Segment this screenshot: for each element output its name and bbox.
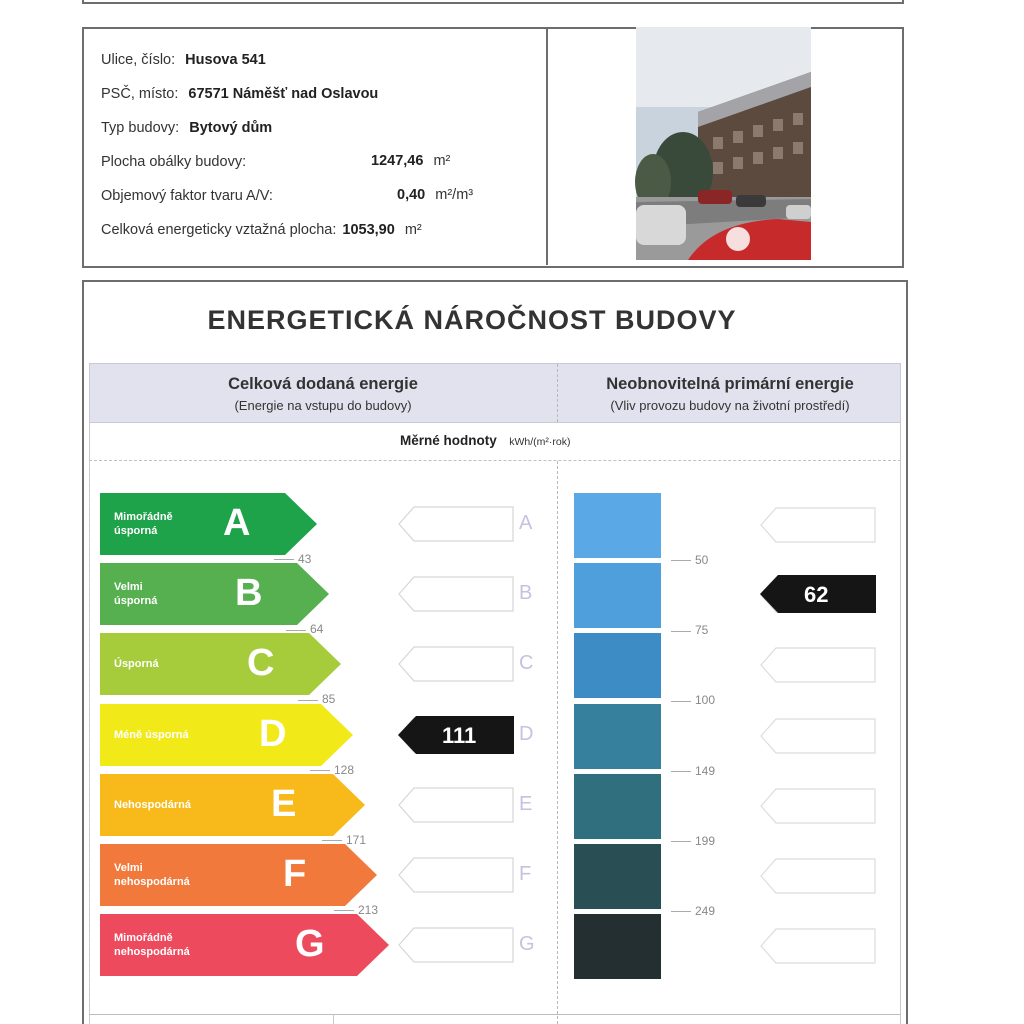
- slot-polygon: [761, 789, 875, 823]
- class-arrow-b: [100, 563, 329, 625]
- slot-outline: [398, 506, 514, 542]
- left-result-slot-b: [398, 576, 514, 617]
- right-result-slot-a: [760, 507, 876, 548]
- right-result-slot-c: [760, 647, 876, 688]
- left-result-slot-c: [398, 646, 514, 687]
- class-label-line1: Úsporná: [114, 658, 159, 671]
- street-label: Ulice, číslo:: [101, 52, 176, 68]
- class-arrow-a: [100, 493, 317, 555]
- slot-polygon: [761, 648, 875, 682]
- slot-polygon: [761, 508, 875, 542]
- slot-outline: [760, 788, 876, 824]
- left-slot-letter-c: C: [519, 652, 534, 675]
- right-result-slot-f: [760, 858, 876, 899]
- scale-unit: kWh/(m²·rok): [509, 436, 571, 448]
- city-label: PSČ, místo:: [101, 86, 179, 102]
- slot-outline: [398, 646, 514, 682]
- right-threshold-199: 199: [671, 834, 715, 848]
- class-label: [114, 580, 157, 608]
- envelope-unit: m²: [433, 153, 451, 169]
- envelope-value: 1247,46: [371, 153, 424, 169]
- header-divider: [557, 364, 558, 422]
- primary-energy-marker-value: 62: [804, 582, 829, 608]
- left-dashed-line: [89, 461, 90, 1024]
- slot-polygon: [399, 647, 513, 681]
- slot-outline: [760, 647, 876, 683]
- left-threshold-64: 64: [286, 622, 323, 636]
- section-title: ENERGETICKÁ NÁROČNOST BUDOVY: [207, 305, 737, 335]
- type-row: [101, 120, 272, 136]
- area-unit: m²: [404, 222, 422, 238]
- slot-polygon: [761, 929, 875, 963]
- class-label-line2: úsporná: [114, 595, 158, 608]
- right-heading: Neobnovitelná primární energie: [606, 375, 854, 393]
- class-label: [114, 798, 191, 812]
- slot-polygon: [399, 858, 513, 892]
- class-arrow-f: [100, 844, 377, 906]
- primary-energy-bar-c: [574, 633, 661, 698]
- slot-outline: [760, 718, 876, 754]
- left-threshold-128: 128: [310, 763, 354, 777]
- shape-value: 0,40: [397, 187, 426, 203]
- class-label-line2: nehospodárná: [114, 946, 190, 959]
- class-letter: F: [283, 853, 307, 895]
- slot-outline: [398, 787, 514, 823]
- left-threshold-171: 171: [322, 833, 366, 847]
- building-photo-frame: [546, 27, 901, 265]
- street-value: Husova 541: [185, 52, 266, 68]
- primary-energy-bar-b: [574, 563, 661, 628]
- left-slot-letter-f: F: [519, 863, 532, 885]
- center-divider: [557, 461, 558, 1024]
- right-threshold-149: 149: [671, 764, 715, 778]
- right-result-slot-d: [760, 718, 876, 759]
- left-threshold-43: 43: [274, 552, 311, 566]
- left-threshold-85: 85: [298, 692, 335, 706]
- right-threshold-50: 50: [671, 553, 708, 567]
- right-result-slot-e: [760, 788, 876, 829]
- class-letter: G: [295, 923, 325, 966]
- class-letter: B: [235, 572, 263, 615]
- area-row: [101, 222, 422, 238]
- class-label: [114, 931, 190, 959]
- area-value: 1053,90: [342, 222, 395, 238]
- slot-outline: [398, 857, 514, 893]
- class-letter: D: [259, 712, 287, 755]
- class-arrow-e: [100, 774, 365, 836]
- class-label-line1: Velmi: [114, 862, 143, 874]
- slot-outline: [760, 507, 876, 543]
- type-value: Bytový dům: [189, 120, 273, 136]
- city-row: [101, 86, 378, 102]
- slot-polygon: [761, 719, 875, 753]
- shape-label: Objemový faktor tvaru A/V:: [101, 188, 273, 204]
- slot-polygon: [399, 928, 513, 962]
- shape-unit: m²/m³: [435, 187, 474, 203]
- slot-polygon: [399, 577, 513, 611]
- primary-energy-bar-d: [574, 704, 661, 769]
- class-label: [114, 861, 190, 889]
- scale-label-row: [400, 432, 620, 450]
- left-slot-letter-g: G: [519, 933, 535, 956]
- class-arrow-d: [100, 704, 353, 766]
- class-letter: E: [271, 782, 297, 825]
- envelope-label: Plocha obálky budovy:: [101, 154, 247, 170]
- class-label: [114, 657, 159, 671]
- class-label-line2: úsporná: [114, 525, 158, 537]
- primary-energy-marker: [760, 575, 876, 618]
- right-threshold-100: 100: [671, 693, 715, 707]
- slot-polygon: [399, 507, 513, 541]
- slot-outline: [398, 576, 514, 612]
- class-label: [114, 510, 173, 538]
- left-result-slot-e: [398, 787, 514, 828]
- class-label: [114, 728, 189, 742]
- class-label-line1: Velmi: [114, 581, 143, 594]
- left-slot-letter-b: B: [519, 582, 533, 605]
- class-label-line2: nehospodárná: [114, 876, 190, 888]
- left-heading: Celková dodaná energie: [228, 375, 418, 393]
- city-value: 67571 Náměšť nad Oslavou: [188, 86, 379, 102]
- right-threshold-249: 249: [671, 904, 715, 918]
- left-threshold-213: 213: [334, 903, 378, 917]
- left-result-slot-f: [398, 857, 514, 898]
- type-label: Typ budovy:: [101, 120, 180, 136]
- class-label-line1: Mimořádně: [114, 932, 173, 945]
- slot-polygon: [761, 859, 875, 893]
- bottom-cell-divider: [333, 1014, 334, 1024]
- left-slot-letter-e: E: [519, 792, 533, 815]
- class-letter: C: [247, 642, 275, 685]
- slot-polygon: [399, 788, 513, 822]
- class-letter: A: [223, 502, 251, 544]
- primary-energy-bar-f: [574, 844, 661, 909]
- class-arrow-g: [100, 914, 389, 976]
- left-slot-letter-d: D: [519, 722, 534, 745]
- slot-outline: [398, 927, 514, 963]
- slot-outline: [760, 858, 876, 894]
- class-label-line1: Méně úsporná: [114, 728, 189, 741]
- primary-energy-bar-a: [574, 493, 661, 558]
- left-result-slot-a: [398, 506, 514, 547]
- right-subheading: (Vliv provozu budovy na životní prostředí): [610, 398, 850, 413]
- shape-row-value: [397, 187, 473, 203]
- scale-label: Měrné hodnoty: [400, 433, 497, 448]
- scale-divider: [89, 460, 901, 461]
- bottom-row-line: [89, 1014, 901, 1015]
- right-threshold-75: 75: [671, 623, 708, 637]
- building-photo: [548, 27, 901, 265]
- left-subheading: (Energie na vstupu do budovy): [234, 398, 412, 413]
- right-result-slot-g: [760, 928, 876, 969]
- right-frame-line: [900, 423, 901, 1024]
- delivered-energy-marker: [398, 716, 514, 759]
- envelope-row-value: [371, 153, 450, 169]
- primary-energy-bar-e: [574, 774, 661, 839]
- delivered-energy-marker-value: 111: [442, 722, 477, 748]
- left-result-slot-g: [398, 927, 514, 968]
- top-cap-border: [82, 0, 904, 4]
- slot-outline: [760, 928, 876, 964]
- primary-energy-bar-g: [574, 914, 661, 979]
- street-row: [101, 52, 266, 68]
- class-arrow-c: [100, 633, 341, 695]
- area-label: Celková energeticky vztažná plocha:: [101, 222, 337, 238]
- left-slot-letter-a: A: [519, 512, 533, 534]
- class-label-line1: Nehospodárná: [114, 798, 192, 811]
- class-label-line1: Mimořádně: [114, 511, 173, 523]
